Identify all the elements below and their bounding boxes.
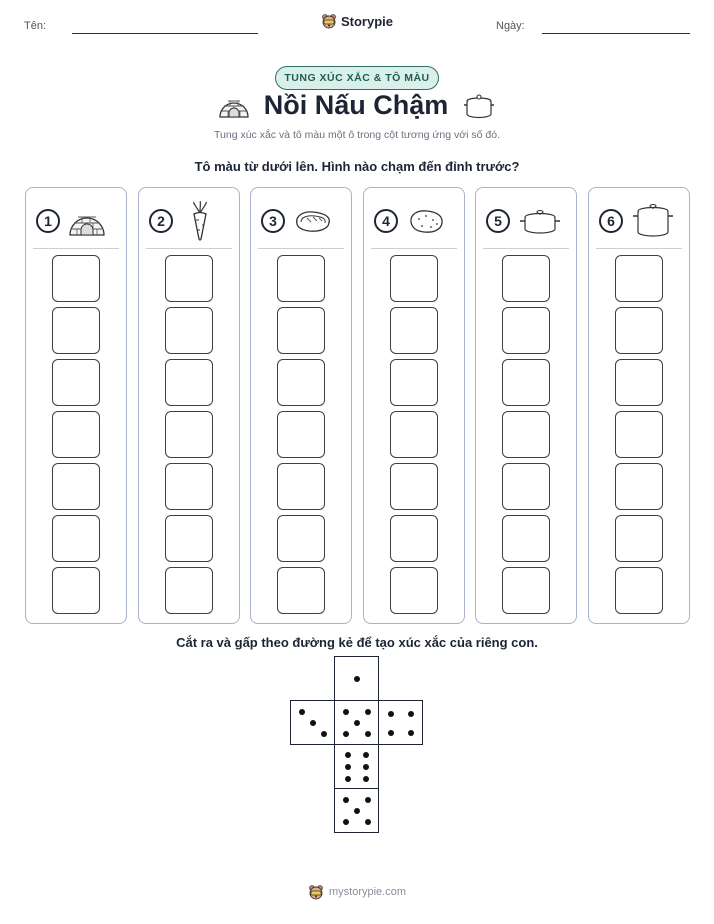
- color-cell[interactable]: [165, 567, 213, 614]
- pip: [321, 731, 327, 737]
- column-number: 4: [374, 209, 398, 233]
- pip: [354, 808, 360, 814]
- color-cell[interactable]: [615, 359, 663, 406]
- color-cell[interactable]: [390, 567, 438, 614]
- column-4: [363, 187, 465, 624]
- color-cell[interactable]: [52, 255, 100, 302]
- title-row: [0, 90, 714, 121]
- cell-stack: [277, 255, 325, 614]
- column-1: [25, 187, 127, 624]
- pip: [345, 764, 351, 770]
- color-cell[interactable]: [502, 307, 550, 354]
- color-cell[interactable]: [277, 307, 325, 354]
- dice-face-5b: [334, 788, 379, 833]
- column-number: 3: [261, 209, 285, 233]
- column-header: [374, 202, 458, 240]
- pip: [354, 720, 360, 726]
- pip: [408, 711, 414, 717]
- color-cell[interactable]: [52, 359, 100, 406]
- column-header: [261, 202, 345, 240]
- pip: [343, 731, 349, 737]
- dice-face-3: [290, 700, 335, 745]
- color-cell[interactable]: [390, 359, 438, 406]
- color-cell[interactable]: [502, 255, 550, 302]
- steak-icon: [293, 206, 333, 236]
- color-cell[interactable]: [277, 359, 325, 406]
- column-3: [250, 187, 352, 624]
- column-6: [588, 187, 690, 624]
- pip: [363, 764, 369, 770]
- pip: [343, 709, 349, 715]
- footer-url[interactable]: mystorypie.com: [328, 886, 407, 898]
- color-cell[interactable]: [502, 463, 550, 510]
- pip: [365, 819, 371, 825]
- igloo-icon: [218, 93, 250, 119]
- column-divider: [146, 248, 232, 249]
- pip: [310, 720, 316, 726]
- pip: [365, 731, 371, 737]
- pip: [345, 752, 351, 758]
- coloring-instruction: Tô màu từ dưới lên. Hình nào chạm đến đỉnh trước?: [194, 159, 520, 174]
- pip: [388, 730, 394, 736]
- color-cell[interactable]: [615, 411, 663, 458]
- column-divider: [371, 248, 457, 249]
- color-cell[interactable]: [277, 255, 325, 302]
- column-number: 2: [149, 209, 173, 233]
- column-number: 6: [599, 209, 623, 233]
- column-number: 5: [486, 209, 510, 233]
- column-divider: [596, 248, 682, 249]
- cut-instruction: Cắt ra và gấp theo đường kẻ để tạo xúc xắc của riêng con.: [176, 635, 538, 650]
- color-cell[interactable]: [277, 567, 325, 614]
- name-line[interactable]: [72, 33, 258, 34]
- cell-stack: [52, 255, 100, 614]
- color-cell[interactable]: [390, 463, 438, 510]
- color-cell[interactable]: [277, 463, 325, 510]
- color-cell[interactable]: [502, 411, 550, 458]
- color-cell[interactable]: [52, 463, 100, 510]
- pip: [365, 709, 371, 715]
- color-cell[interactable]: [390, 255, 438, 302]
- column-2: [138, 187, 240, 624]
- color-cell[interactable]: [165, 307, 213, 354]
- color-cell[interactable]: [390, 515, 438, 562]
- cell-stack: [165, 255, 213, 614]
- color-cell[interactable]: [615, 463, 663, 510]
- color-cell[interactable]: [165, 255, 213, 302]
- column-header: [486, 202, 570, 240]
- dice-face-1: [334, 656, 379, 701]
- color-cell[interactable]: [390, 307, 438, 354]
- dice-face-4: [378, 700, 423, 745]
- column-number: 1: [36, 209, 60, 233]
- color-cell[interactable]: [165, 359, 213, 406]
- name-label: Tên:: [24, 20, 47, 32]
- brand-name: Storypie: [340, 13, 393, 29]
- stock-pot-icon: [631, 202, 675, 240]
- date-line[interactable]: [542, 33, 690, 34]
- pip: [408, 730, 414, 736]
- column-divider: [33, 248, 119, 249]
- color-cell[interactable]: [165, 463, 213, 510]
- column-divider: [258, 248, 344, 249]
- color-cell[interactable]: [52, 411, 100, 458]
- cell-stack: [390, 255, 438, 614]
- color-cell[interactable]: [165, 515, 213, 562]
- color-cell[interactable]: [615, 515, 663, 562]
- color-cell[interactable]: [502, 567, 550, 614]
- color-cell[interactable]: [390, 411, 438, 458]
- subtitle: Tung xúc xắc và tô màu một ô trong cột tương ứng với số đó.: [214, 129, 500, 141]
- pip: [345, 776, 351, 782]
- dice-face-5: [334, 700, 379, 745]
- footer: [0, 884, 714, 900]
- bear-mascot-icon: [308, 884, 324, 900]
- color-cell[interactable]: [52, 567, 100, 614]
- column-divider: [483, 248, 569, 249]
- cell-stack: [615, 255, 663, 614]
- pip: [363, 752, 369, 758]
- color-cell[interactable]: [277, 515, 325, 562]
- color-cell[interactable]: [52, 307, 100, 354]
- activity-tag: TUNG XÚC XẮC & TÔ MÀU: [275, 66, 439, 90]
- column-header: [149, 202, 233, 240]
- column-5: [475, 187, 577, 624]
- pip: [363, 776, 369, 782]
- bear-mascot-icon: [321, 13, 337, 29]
- date-label: Ngày:: [496, 20, 525, 32]
- page-title: Nồi Nấu Chậm: [263, 90, 449, 120]
- pip: [388, 711, 394, 717]
- shallow-pot-icon: [518, 205, 562, 237]
- igloo-icon: [68, 204, 106, 238]
- pip: [354, 676, 360, 682]
- color-cell[interactable]: [165, 411, 213, 458]
- dice-face-6: [334, 744, 379, 789]
- color-cell[interactable]: [615, 255, 663, 302]
- pot-icon: [462, 92, 496, 120]
- pip: [299, 709, 305, 715]
- carrot-icon: [181, 201, 219, 241]
- potato-icon: [406, 206, 446, 236]
- color-cell[interactable]: [615, 307, 663, 354]
- column-header: [36, 202, 120, 240]
- cell-stack: [502, 255, 550, 614]
- color-cell[interactable]: [52, 515, 100, 562]
- pip: [343, 797, 349, 803]
- color-cell[interactable]: [277, 411, 325, 458]
- color-cell[interactable]: [615, 567, 663, 614]
- color-cell[interactable]: [502, 359, 550, 406]
- color-cell[interactable]: [502, 515, 550, 562]
- pip: [343, 819, 349, 825]
- brand-logo: [0, 13, 714, 29]
- pip: [365, 797, 371, 803]
- column-header: [599, 202, 683, 240]
